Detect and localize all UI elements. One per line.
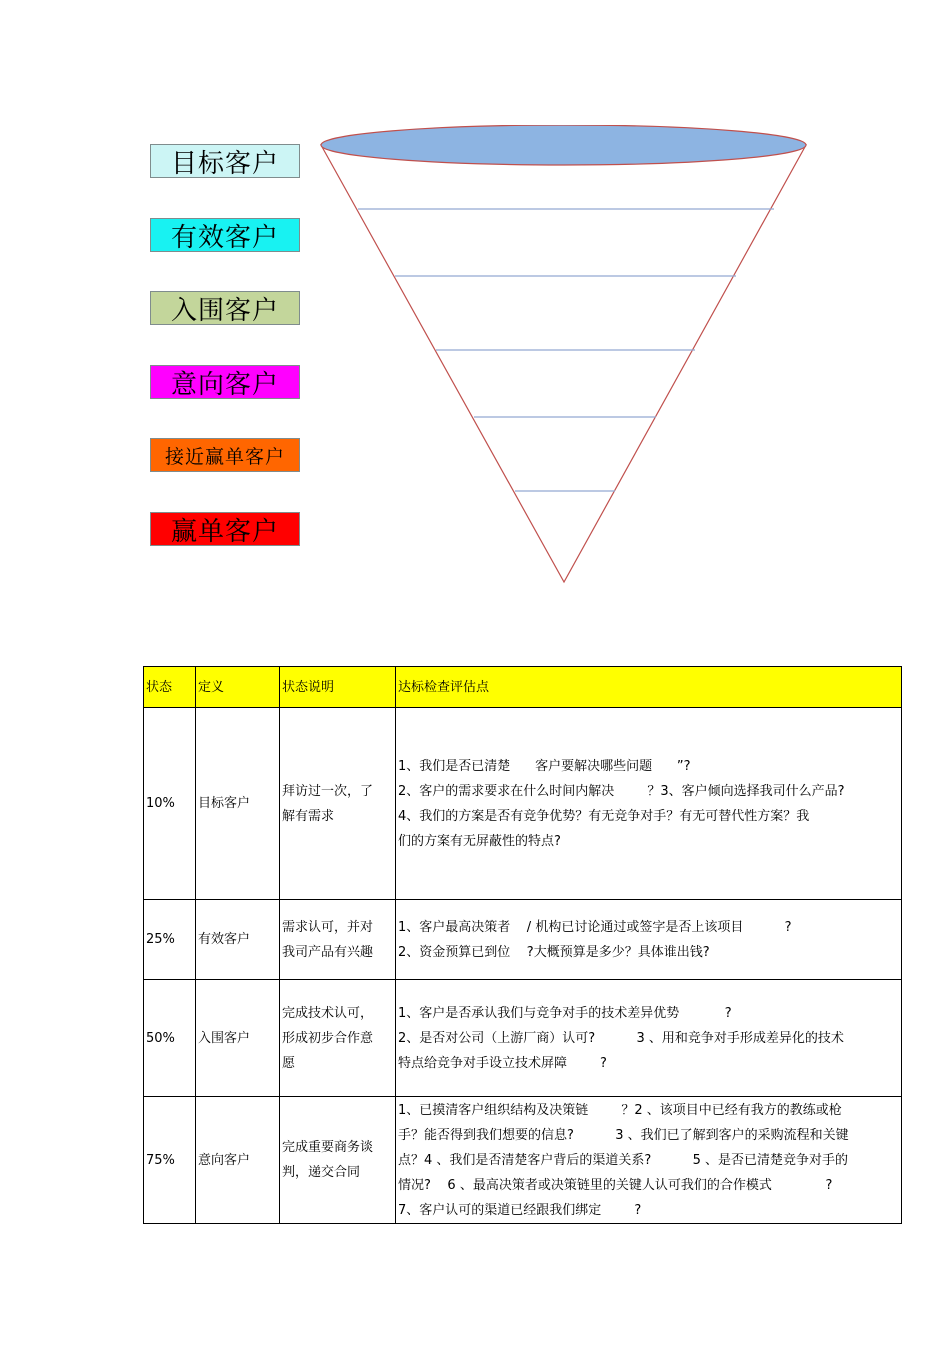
sales-funnel-diagram xyxy=(318,125,813,590)
stage-label-near-win xyxy=(150,438,300,472)
description-line: 解有需求 xyxy=(282,808,335,824)
row-definition: 有效客户 xyxy=(196,900,280,980)
checkpoint-line: 手？能否得到我们想要的信息? 3 、我们已了解到客户的采购流程和关键 xyxy=(398,1127,849,1143)
checkpoint-line: 2、资金预算已到位 ?大概预算是多少？具体谁出钱? xyxy=(398,944,710,960)
checkpoint-line: 2、是否对公司（上游厂商）认可? 3 、用和竞争对手形成差异化的技术 xyxy=(398,1030,844,1046)
row-checkpoints xyxy=(396,1097,902,1224)
checkpoint-line: 情况? 6 、最高决策者或决策链里的关键人认可我们的合作模式 ? xyxy=(398,1177,833,1193)
row-checkpoints xyxy=(396,980,902,1097)
stage-label-target xyxy=(150,144,300,178)
stage-label-effective xyxy=(150,218,300,252)
row-description xyxy=(280,900,396,980)
row-checkpoints xyxy=(396,900,902,980)
description-line: 需求认可，并对 xyxy=(282,919,374,935)
row-percent: 25% xyxy=(144,900,196,980)
description-line: 拜访过一次，了 xyxy=(282,783,374,799)
checkpoint-line: 点？4 、我们是否清楚客户背后的渠道关系? 5 、是否已清楚竞争对手的 xyxy=(398,1152,849,1168)
status-table xyxy=(143,666,902,1224)
row-description xyxy=(280,980,396,1097)
funnel-top-ellipse xyxy=(321,125,806,165)
table-row xyxy=(144,1097,902,1224)
row-percent: 75% xyxy=(144,1097,196,1224)
checkpoint-line: 4、我们的方案是否有竞争优势？有无竞争对手？有无可替代性方案？我 xyxy=(398,808,810,824)
stage-label-shortlisted xyxy=(150,291,300,325)
row-definition: 入围客户 xyxy=(196,980,280,1097)
stage-label-text: 赢单客户 xyxy=(170,516,279,547)
header-checkpoints: 达标检查评估点 xyxy=(396,667,902,708)
header-status: 状态 xyxy=(144,667,196,708)
checkpoint-line: 1、客户是否承认我们与竞争对手的技术差异优势 ? xyxy=(398,1005,732,1021)
checkpoint-line: 1、客户最高决策者 / 机构已讨论通过或签字是否上该项目 ? xyxy=(398,919,792,935)
table-row xyxy=(144,900,902,980)
checkpoint-line: 们的方案有无屏蔽性的特点? xyxy=(398,833,561,849)
description-line: 完成技术认可， xyxy=(282,1005,374,1021)
description-line: 愿 xyxy=(282,1055,296,1071)
row-percent: 10% xyxy=(144,708,196,900)
row-definition: 目标客户 xyxy=(196,708,280,900)
stage-label-text: 意向客户 xyxy=(170,369,279,400)
description-line: 判，递交合同 xyxy=(282,1165,361,1180)
description-line: 我司产品有兴趣 xyxy=(282,944,374,960)
stage-label-intent xyxy=(150,365,300,399)
checkpoint-line: 1、我们是否已清楚 客户要解决哪些问题 ”? xyxy=(398,758,691,774)
description-line: 完成重要商务谈 xyxy=(282,1140,374,1155)
row-description xyxy=(280,1097,396,1224)
table-row xyxy=(144,708,902,900)
stage-label-text: 有效客户 xyxy=(170,222,279,253)
checkpoint-line: 1、已摸清客户组织结构及决策链 ？2 、该项目中已经有我方的教练或枪 xyxy=(398,1102,842,1118)
stage-label-text: 目标客户 xyxy=(170,148,279,179)
stage-label-won xyxy=(150,512,300,546)
description-line: 形成初步合作意 xyxy=(282,1030,374,1046)
row-checkpoints xyxy=(396,708,902,900)
row-percent: 50% xyxy=(144,980,196,1097)
checkpoint-line: 2、客户的需求要求在什么时间内解决 ？3、客户倾向选择我司什么产品? xyxy=(398,783,845,799)
checkpoint-line: 7、客户认可的渠道已经跟我们绑定 ? xyxy=(398,1202,642,1218)
header-definition: 定义 xyxy=(196,667,280,708)
checkpoint-line: 特点给竞争对手设立技术屏障 ? xyxy=(398,1055,607,1071)
table-header-row xyxy=(144,667,902,708)
stage-label-text: 入围客户 xyxy=(170,295,279,326)
table-row xyxy=(144,980,902,1097)
funnel-cone xyxy=(321,145,806,582)
row-definition: 意向客户 xyxy=(196,1097,280,1224)
stage-label-text: 接近赢单客户 xyxy=(164,445,285,468)
header-description: 状态说明 xyxy=(280,667,396,708)
row-description xyxy=(280,708,396,900)
